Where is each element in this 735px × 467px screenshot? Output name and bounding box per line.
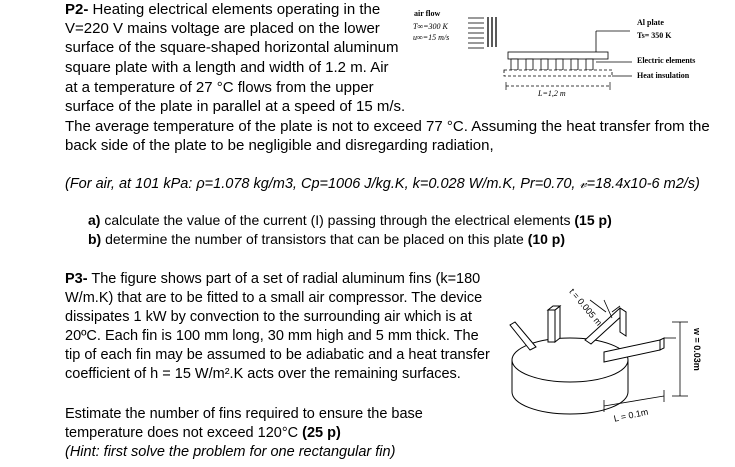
p2-line-2: V=220 V mains voltage are placed on the lower — [65, 20, 380, 37]
thickness-label: t = 0.005 m — [567, 286, 605, 328]
height-dimension — [664, 322, 688, 396]
electric-elements-label: Electric elements — [637, 56, 696, 65]
p3-text-1: The figure shows part of a set of radial aluminum fins (k=180 — [91, 271, 481, 287]
question-a-points: (15 p) — [574, 212, 612, 228]
p3-line-6: coefficient of h = 15 W/m².K acts over the remaining surfaces. — [65, 366, 461, 382]
fin-length-label: L = 0.1m — [612, 406, 650, 424]
p3-estimate-text: temperature does not exceed 120°C — [65, 425, 303, 441]
t-inf-label: T∞=300 K — [413, 22, 448, 31]
question-a-text: calculate the value of the current (I) passing through the electrical elements — [104, 212, 575, 228]
al-plate-label: Al plate — [637, 18, 664, 27]
p2-line-7: The average temperature of the plate is not to exceed 77 °C. Assuming the heat transfer from the — [65, 118, 710, 135]
width-label: w = 0.03m — [692, 328, 702, 371]
p3-line-4: 20ºC. Each fin is 100 mm long, 30 mm high and 5 mm thick. The — [65, 328, 479, 344]
p2-line-8: back side of the plate to be negligible and disregarding radiation, — [65, 137, 494, 154]
p2-text-1: Heating electrical elements operating in the — [92, 1, 381, 18]
p3-hint: (Hint: first solve the problem for one rectangular fin) — [65, 444, 396, 460]
p2-line-5: at a temperature of 27 °C flows from the upper — [65, 79, 374, 96]
p3-line-2: W/m.K) that are to be fitted to a small air compressor. The device — [65, 290, 483, 306]
p3-estimate-points: (25 p) — [302, 425, 341, 441]
p3-label: P3- — [65, 271, 88, 287]
p2-label: P2- — [65, 1, 89, 18]
p2-line-3: surface of the square-shaped horizontal aluminum — [65, 39, 399, 56]
air-flow-label: air flow — [414, 9, 441, 18]
air-properties: (For air, at 101 kPa: ρ=1.078 kg/m3, Cp=1006 J/kg.K, k=0.028 W/m.K, Pr=0.70, 𝓋=18.4x10-6 m2/s) — [65, 176, 700, 192]
question-a-marker: a) — [88, 212, 101, 228]
p3-line-3: dissipates 1 kW by convection to the surrounding air which is at — [65, 309, 473, 325]
heat-insulation-label: Heat insulation — [637, 71, 690, 80]
length-label: L=1,2 m — [538, 89, 566, 98]
u-inf-label: u∞=15 m/s — [413, 33, 450, 42]
ts-label: Ts= 350 K — [637, 31, 672, 40]
question-b-text: determine the number of transistors that can be placed on this plate — [105, 231, 528, 247]
p3-estimate-1: Estimate the number of fins required to ensure the base — [65, 406, 423, 422]
question-b-points: (10 p) — [527, 231, 566, 247]
p3-line-5: tip of each fin may be assumed to be adiabatic and a heat transfer — [65, 347, 490, 363]
p2-line-4: square plate with a length and width of 1.2 m. Air — [65, 59, 389, 76]
p2-line-6: surface of the plate in parallel at a speed of 15 m/s. — [65, 98, 406, 115]
question-b-marker: b) — [88, 231, 102, 247]
